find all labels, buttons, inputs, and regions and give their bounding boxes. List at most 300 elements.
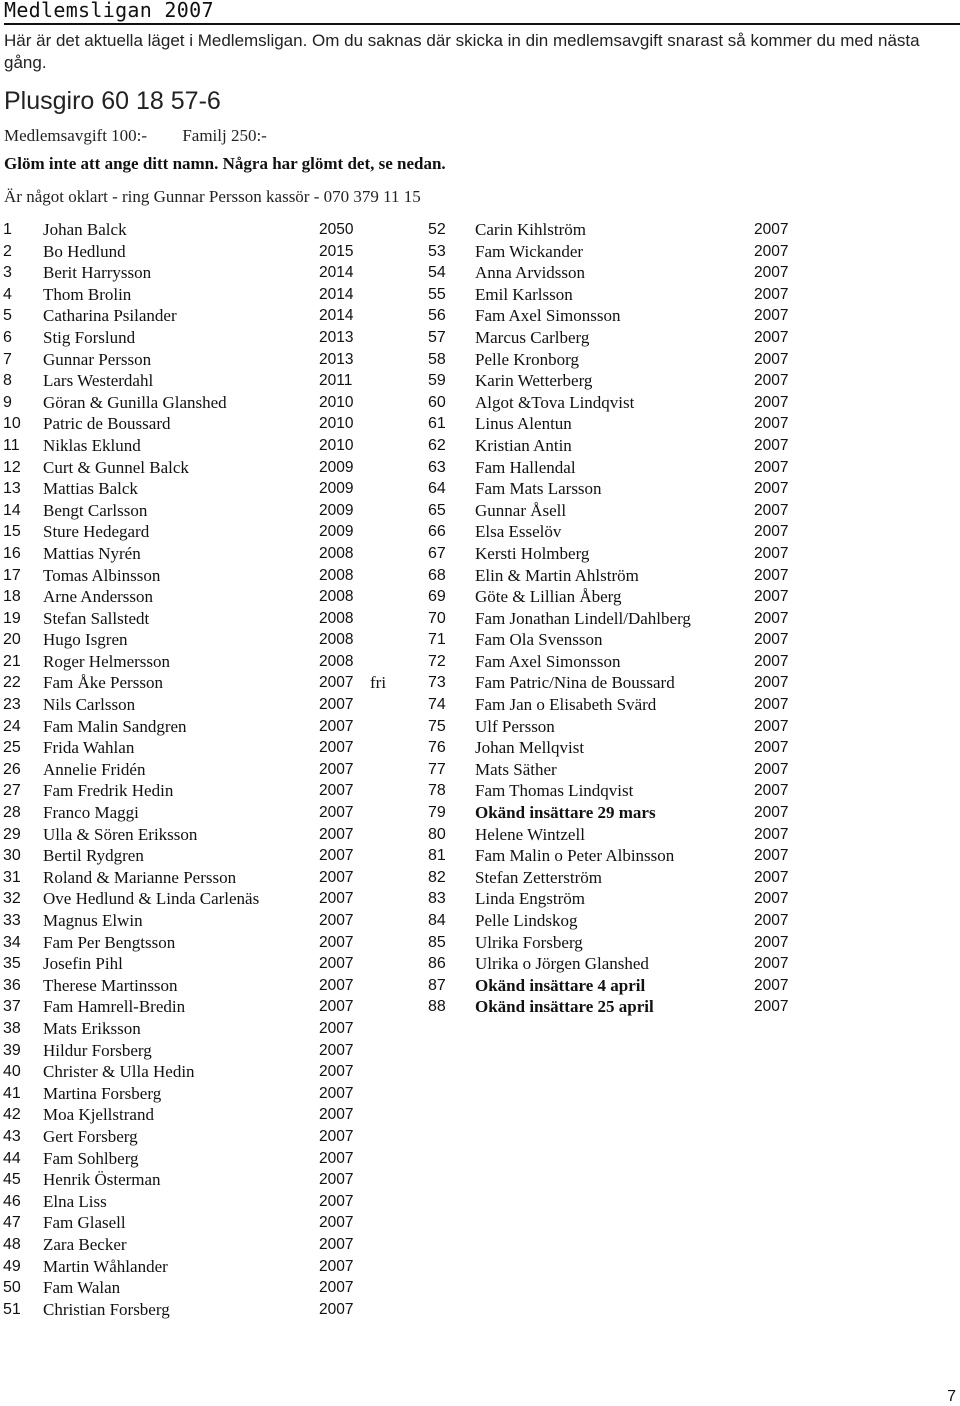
member-num: 54 [428,264,446,282]
member-num: 16 [3,544,21,562]
member-name: Moa Kjellstrand [43,1105,154,1125]
member-year: 2007 [319,804,354,822]
member-name: Göran & Gunilla Glanshed [43,392,227,412]
member-name: Roger Helmersson [43,651,171,671]
member-row [425,370,805,392]
member-num: 63 [428,458,446,476]
member-year: 2007 [319,1084,354,1102]
member-year: 2007 [754,782,789,800]
member-year: 2007 [754,674,789,692]
member-name: Sture Hedegard [43,522,150,542]
member-name: Fam Wickander [475,241,584,261]
member-num: 30 [3,847,21,865]
member-num: 35 [3,955,21,973]
member-name: Fam Hamrell-Bredin [43,997,186,1017]
member-name: Josefin Pihl [43,954,123,974]
member-year: 2014 [319,307,354,325]
member-year: 2007 [319,739,354,757]
member-name: Fam Mats Larsson [475,479,602,499]
member-name: Fam Glasell [43,1213,126,1233]
member-row [0,392,400,414]
member-row [0,910,400,932]
member-name: Fam Hallendal [475,457,576,477]
member-name: Fam Malin Sandgren [43,716,187,736]
member-name: Johan Mellqvist [475,738,585,758]
member-row [0,500,400,522]
member-year: 2007 [754,566,789,584]
member-row [0,241,400,263]
member-name: Mats Eriksson [43,1018,141,1038]
member-num: 28 [3,804,21,822]
member-row [0,845,400,867]
member-name: Thom Brolin [43,284,132,304]
member-num: 60 [428,393,446,411]
member-year: 2013 [319,350,354,368]
member-row [0,1104,400,1126]
member-num: 59 [428,372,446,390]
member-row [0,478,400,500]
member-num: 20 [3,631,21,649]
member-year: 2007 [754,350,789,368]
member-num: 81 [428,847,446,865]
member-name: Okänd insättare 29 mars [475,803,656,823]
member-row [0,305,400,327]
member-name: Algot &Tova Lindqvist [475,392,635,412]
member-name: Karin Wetterberg [475,371,593,391]
member-num: 85 [428,933,446,951]
member-num: 25 [3,739,21,757]
member-num: 38 [3,1019,21,1037]
member-name: Ulla & Sören Eriksson [43,824,198,844]
member-row [425,305,805,327]
member-row [0,349,400,371]
member-num: 2 [3,242,12,260]
member-row [425,219,805,241]
member-row [0,1018,400,1040]
member-row [0,1299,400,1321]
member-num: 73 [428,674,446,692]
member-year: 2007 [319,998,354,1016]
member-num: 14 [3,501,21,519]
member-year: 2007 [754,760,789,778]
member-num: 45 [3,1171,21,1189]
member-row [0,737,400,759]
member-year: 2007 [754,717,789,735]
member-num: 47 [3,1214,21,1232]
member-year: 2008 [319,544,354,562]
member-name: Fam Sohlberg [43,1148,139,1168]
member-row [0,543,400,565]
member-year: 2007 [754,523,789,541]
member-year: 2007 [319,825,354,843]
member-name: Magnus Elwin [43,911,143,930]
member-row [0,996,400,1018]
member-name: Zara Becker [43,1234,127,1254]
member-num: 3 [3,264,12,282]
member-row [425,802,805,824]
member-num: 58 [428,350,446,368]
member-name: Helene Wintzell [475,824,585,844]
member-year: 2009 [319,458,354,476]
member-year: 2007 [754,739,789,757]
member-num: 43 [3,1127,21,1145]
member-year: 2008 [319,588,354,606]
member-num: 40 [3,1063,21,1081]
member-num: 21 [3,652,21,670]
member-name: Christer & Ulla Hedin [43,1062,195,1082]
member-name: Ulrika Forsberg [475,932,583,952]
member-name: Marcus Carlberg [475,327,590,347]
member-row [425,845,805,867]
member-name: Bengt Carlsson [43,500,148,520]
member-row [0,565,400,587]
member-year: 2007 [319,1149,354,1167]
member-year: 2007 [754,804,789,822]
member-name: Catharina Psilander [43,306,177,326]
member-num: 12 [3,458,21,476]
member-num: 49 [3,1257,21,1275]
member-year: 2007 [319,976,354,994]
member-name: Martina Forsberg [43,1083,162,1103]
member-year: 2007 [754,221,789,238]
member-year: 2007 [754,544,789,562]
member-name: Gunnar Persson [43,349,152,369]
member-num: 61 [428,415,446,433]
member-row [425,435,805,457]
member-row [425,672,805,694]
member-num: 79 [428,804,446,822]
member-name: Tomas Albinsson [43,565,161,585]
member-name: Hildur Forsberg [43,1040,152,1060]
member-list-right [425,219,805,1018]
page-number: 7 [947,1388,956,1405]
member-name: Arne Andersson [43,587,154,607]
member-num: 65 [428,501,446,519]
member-year: 2007 [319,1041,354,1059]
member-name: Mattias Balck [43,479,138,499]
member-year: 2009 [319,480,354,498]
member-num: 9 [3,393,12,411]
member-row [425,608,805,630]
member-num: 64 [428,480,446,498]
member-num: 39 [3,1041,21,1059]
member-row [425,932,805,954]
member-year: 2008 [319,631,354,649]
member-name: Stefan Sallstedt [43,608,150,628]
member-row [0,1212,400,1234]
member-name: Fam Axel Simonsson [475,306,621,326]
member-row [0,521,400,543]
member-name: Fam Walan [43,1278,121,1298]
member-name: Fam Jonathan Lindell/Dahlberg [475,608,691,628]
member-name: Fam Thomas Lindqvist [475,781,634,801]
member-row [425,867,805,889]
member-year: 2007 [754,458,789,476]
member-num: 48 [3,1235,21,1253]
member-row [0,629,400,651]
member-row [0,1148,400,1170]
member-name: Annelie Fridén [43,759,146,779]
member-num: 36 [3,976,21,994]
member-num: 31 [3,868,21,886]
member-name: Fam Jan o Elisabeth Svärd [475,695,657,715]
member-row [425,953,805,975]
member-year: 2014 [319,264,354,282]
member-name: Lars Westerdahl [43,371,154,391]
member-num: 80 [428,825,446,843]
member-row [0,975,400,997]
member-num: 44 [3,1149,21,1167]
member-name: Fam Patric/Nina de Boussard [475,673,675,693]
member-name: Bertil Rydgren [43,846,144,866]
member-name: Linda Engström [475,889,586,909]
member-name: Franco Maggi [43,803,139,823]
member-name: Patric de Boussard [43,414,171,434]
member-num: 32 [3,890,21,908]
member-year: 2008 [319,566,354,584]
member-name: Fam Axel Simonsson [475,651,621,671]
member-num: 52 [428,221,446,238]
member-year: 2007 [754,436,789,454]
member-num: 1 [3,221,12,238]
member-row [0,1256,400,1278]
member-row [0,802,400,824]
member-year: 2007 [754,998,789,1016]
member-row [425,759,805,781]
member-name: Hugo Isgren [43,630,128,650]
member-row [0,586,400,608]
member-num: 24 [3,717,21,735]
member-year: 2007 [754,890,789,908]
member-name: Gunnar Åsell [475,500,567,520]
member-row [0,672,400,694]
member-year: 2007 [319,1235,354,1253]
member-row [0,694,400,716]
member-row [0,262,400,284]
member-row [0,413,400,435]
member-name: Carin Kihlström [475,220,586,239]
member-year: 2007 [319,696,354,714]
member-name: Martin Wåhlander [43,1256,168,1276]
member-name: Christian Forsberg [43,1299,170,1319]
member-row [425,521,805,543]
member-row [0,457,400,479]
member-row [425,824,805,846]
member-row [0,1277,400,1299]
member-num: 46 [3,1192,21,1210]
member-name: Bo Hedlund [43,241,126,261]
member-name: Fam Åke Persson [43,673,163,693]
member-year: 2007 [319,868,354,886]
member-row [0,780,400,802]
member-num: 19 [3,609,21,627]
member-name: Gert Forsberg [43,1126,138,1146]
member-year: 2007 [754,307,789,325]
member-row [425,262,805,284]
member-row [425,910,805,932]
member-name: Niklas Eklund [43,435,141,455]
member-num: 7 [3,350,12,368]
member-year: 2007 [319,717,354,735]
member-num: 41 [3,1084,21,1102]
member-num: 86 [428,955,446,973]
member-year: 2007 [754,631,789,649]
member-year: 2010 [319,415,354,433]
member-year: 2007 [319,955,354,973]
member-row [425,457,805,479]
member-row [425,586,805,608]
member-row [425,737,805,759]
member-row [425,327,805,349]
member-year: 2007 [754,501,789,519]
member-year: 2007 [754,933,789,951]
member-row [0,651,400,673]
member-name: Frida Wahlan [43,738,135,758]
member-name: Fam Ola Svensson [475,630,603,650]
member-year: 2007 [754,847,789,865]
member-num: 13 [3,480,21,498]
member-fee: Medlemsavgift 100:- [4,126,148,145]
member-row [0,953,400,975]
member-name: Mattias Nyrén [43,543,141,563]
member-year: 2015 [319,242,354,260]
member-row [425,780,805,802]
member-row [425,651,805,673]
member-year: 2007 [319,760,354,778]
member-row [425,565,805,587]
member-year: 2007 [754,825,789,843]
member-year: 2007 [319,1214,354,1232]
member-num: 82 [428,868,446,886]
member-num: 29 [3,825,21,843]
member-num: 68 [428,566,446,584]
member-num: 67 [428,544,446,562]
member-name: Pelle Kronborg [475,349,580,369]
member-year: 2007 [754,264,789,282]
member-num: 66 [428,523,446,541]
member-num: 71 [428,631,446,649]
member-name: Okänd insättare 25 april [475,997,654,1017]
member-name: Elin & Martin Ahlström [475,565,639,585]
member-name: Henrik Österman [43,1170,161,1190]
member-year: 2007 [319,1300,354,1318]
contact-info: Är något oklart - ring Gunnar Persson kassör - 070 379 11 15 [4,187,421,206]
member-num: 4 [3,285,12,303]
member-num: 34 [3,933,21,951]
member-name: Elsa Esselöv [475,522,562,542]
member-num: 77 [428,760,446,778]
member-year: 2009 [319,501,354,519]
name-reminder: Glöm inte att ange ditt namn. Några har glömt det, se nedan. [4,154,446,173]
member-list-left [0,219,400,1320]
member-row [425,500,805,522]
member-num: 18 [3,588,21,606]
member-num: 78 [428,782,446,800]
member-num: 87 [428,976,446,994]
member-row [425,543,805,565]
member-year: 2007 [319,674,354,692]
member-row [0,370,400,392]
member-name: Ove Hedlund & Linda Carlenäs [43,889,260,909]
member-year: 2007 [754,652,789,670]
member-row [0,608,400,630]
member-year: 2007 [319,933,354,951]
member-year: 2007 [319,1192,354,1210]
member-num: 70 [428,609,446,627]
member-row [425,478,805,500]
member-name: Linus Alentun [475,414,572,434]
member-num: 27 [3,782,21,800]
member-year: 2007 [754,609,789,627]
member-name: Fam Malin o Peter Albinsson [475,846,675,866]
member-num: 37 [3,998,21,1016]
member-year: 2008 [319,609,354,627]
member-year: 2007 [754,955,789,973]
member-num: 84 [428,912,446,929]
member-row [0,327,400,349]
member-name: Ulrika o Jörgen Glanshed [475,954,649,974]
member-num: 69 [428,588,446,606]
member-year: 2014 [319,285,354,303]
member-year: 2009 [319,523,354,541]
member-row [425,975,805,997]
member-row [0,824,400,846]
member-row [425,392,805,414]
member-row [0,1169,400,1191]
member-row [425,888,805,910]
member-name: Nils Carlsson [43,695,136,715]
member-num: 57 [428,328,446,346]
member-num: 42 [3,1106,21,1124]
member-row [425,413,805,435]
member-name: Fam Per Bengtsson [43,932,176,952]
member-row [0,1126,400,1148]
member-num: 6 [3,328,12,346]
member-num: 55 [428,285,446,303]
member-num: 53 [428,242,446,260]
member-year: 2050 [319,221,354,238]
member-row [0,219,400,241]
member-row [425,694,805,716]
member-num: 22 [3,674,21,692]
member-row [425,241,805,263]
member-name: Anna Arvidsson [475,263,586,283]
member-row [0,1083,400,1105]
member-num: 62 [428,436,446,454]
member-year: 2007 [754,588,789,606]
member-year: 2007 [754,328,789,346]
member-row [0,716,400,738]
member-num: 75 [428,717,446,735]
member-year: 2007 [319,1063,354,1081]
member-year: 2007 [754,976,789,994]
member-num: 33 [3,912,21,929]
member-year: 2007 [319,1127,354,1145]
member-name: Mats Säther [475,759,557,779]
member-year: 2007 [754,868,789,886]
member-row [425,284,805,306]
member-year: 2010 [319,393,354,411]
member-row [0,284,400,306]
member-row [0,867,400,889]
member-row [425,349,805,371]
member-name: Kristian Antin [475,435,572,455]
member-name: Emil Karlsson [475,284,573,304]
member-num: 50 [3,1279,21,1297]
member-num: 83 [428,890,446,908]
member-year: 2007 [754,393,789,411]
member-num: 17 [3,566,21,584]
